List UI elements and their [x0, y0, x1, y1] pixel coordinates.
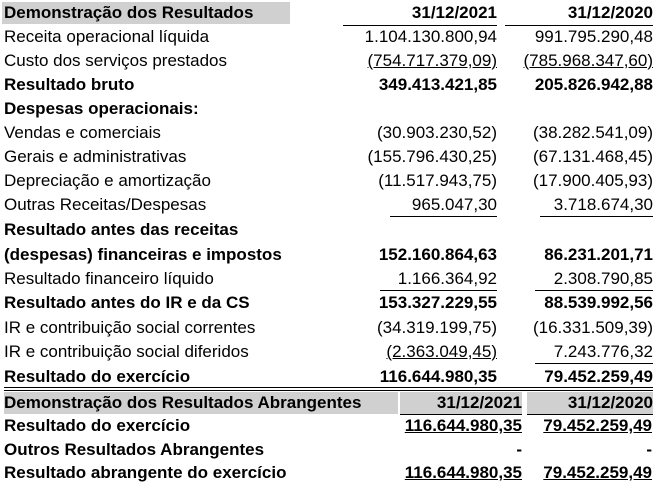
value-2020: 7.243.776,32: [553, 342, 653, 361]
value-2021: 152.160.864,63: [378, 245, 497, 264]
table-row: [0, 414, 666, 438]
table-row: [0, 25, 666, 49]
value-2020: 79.452.259,49: [543, 416, 652, 435]
subtotal-underline-2: [540, 216, 653, 217]
value-2020: 2.308.790,85: [553, 269, 653, 288]
row-label: Resultado do exercício: [4, 416, 191, 435]
value-2021: 116.644.980,35: [404, 463, 522, 482]
table-row: [0, 340, 666, 364]
value-2021: (30.903.230,52): [376, 123, 497, 142]
row-label: Despesas operacionais:: [4, 99, 199, 118]
subtotal-underline-1: [390, 216, 497, 217]
subtotal-underline-5: [535, 363, 653, 364]
value-2021: 153.327.229,55: [378, 293, 497, 312]
row-label: Gerais e administrativas: [4, 147, 187, 166]
row-label: Resultado abrangente do exercício: [4, 463, 287, 482]
col-header-2020: 31/12/2020: [527, 392, 653, 414]
value-2021: 116.644.980,35: [379, 367, 497, 386]
row-label: IR e contribuição social diferidos: [4, 342, 249, 361]
table-row: [0, 73, 666, 97]
col-header-2021: 31/12/2021: [411, 3, 497, 22]
table-row: [0, 316, 666, 340]
value-2021: (754.717.379,09): [367, 51, 497, 70]
value-2021: 1.166.364,92: [397, 269, 497, 288]
row-label: Resultado antes das receitas: [4, 220, 239, 239]
row-label: Resultado antes do IR e da CS: [4, 293, 250, 312]
table-row: [0, 145, 666, 169]
statement-header: [0, 1, 666, 25]
table-row: [0, 438, 666, 462]
comprehensive-header: [0, 391, 666, 415]
row-label: Receita operacional líquida: [4, 27, 210, 46]
statement-title: Demonstração dos Resultados: [2, 2, 290, 24]
value-2020: (785.968.347,60): [523, 51, 653, 70]
value-2020: 79.452.259,49: [543, 463, 652, 482]
row-label: IR e contribuição social correntes: [4, 318, 256, 337]
table-row: [0, 121, 666, 145]
table-row: [0, 218, 666, 242]
row-label: Resultado do exercício: [4, 367, 191, 386]
value-2021: (2.363.049,45): [386, 342, 497, 361]
value-2020: (17.900.405,93): [532, 171, 653, 190]
row-label: Outros Resultados Abrangentes: [4, 440, 265, 459]
value-2021: 349.413.421,85: [378, 75, 497, 94]
value-2020: 3.718.674,30: [553, 195, 653, 214]
value-2021: (11.517.943,75): [378, 171, 497, 190]
value-2021: 1.104.130.800,94: [364, 27, 497, 46]
table-row: [0, 169, 666, 193]
row-label: Vendas e comerciais: [4, 123, 161, 142]
row-label: Outras Receitas/Despesas: [4, 195, 207, 214]
value-2021: 965.047,30: [411, 195, 497, 214]
value-2020: -: [646, 440, 652, 459]
value-2020: 991.795.290,48: [534, 27, 653, 46]
table-row: [0, 291, 666, 315]
table-row: [0, 365, 666, 389]
table-row: [0, 49, 666, 73]
table-row: [0, 193, 666, 217]
table-row: [0, 461, 666, 485]
value-2021: -: [516, 440, 522, 459]
value-2020: 86.231.201,71: [544, 245, 653, 264]
table-row: [0, 267, 666, 291]
value-2020: 88.539.992,56: [544, 293, 653, 312]
value-2020: 205.826.942,88: [534, 75, 653, 94]
value-2020: (67.131.468,45): [532, 147, 653, 166]
value-2021: (155.796.430,25): [367, 147, 497, 166]
row-label: (despesas) financeiras e impostos: [4, 245, 282, 264]
value-2020: 79.452.259,49: [544, 367, 653, 386]
col-header-2020: 31/12/2020: [567, 3, 653, 22]
value-2021: (34.319.199,75): [376, 318, 497, 337]
value-2020: (38.282.541,09): [532, 123, 653, 142]
row-label: Custo dos serviços prestados: [4, 51, 227, 70]
row-label: Depreciação e amortização: [4, 171, 211, 190]
comprehensive-title: Demonstração dos Resultados Abrangentes: [4, 392, 398, 414]
row-label: Resultado bruto: [4, 75, 135, 94]
table-row: [0, 243, 666, 267]
table-row: [0, 97, 666, 121]
col-header-2021: 31/12/2021: [400, 392, 522, 414]
value-2020: (16.331.509,39): [532, 318, 653, 337]
value-2021: 116.644.980,35: [404, 416, 522, 435]
row-label: Resultado financeiro líquido: [4, 269, 214, 288]
